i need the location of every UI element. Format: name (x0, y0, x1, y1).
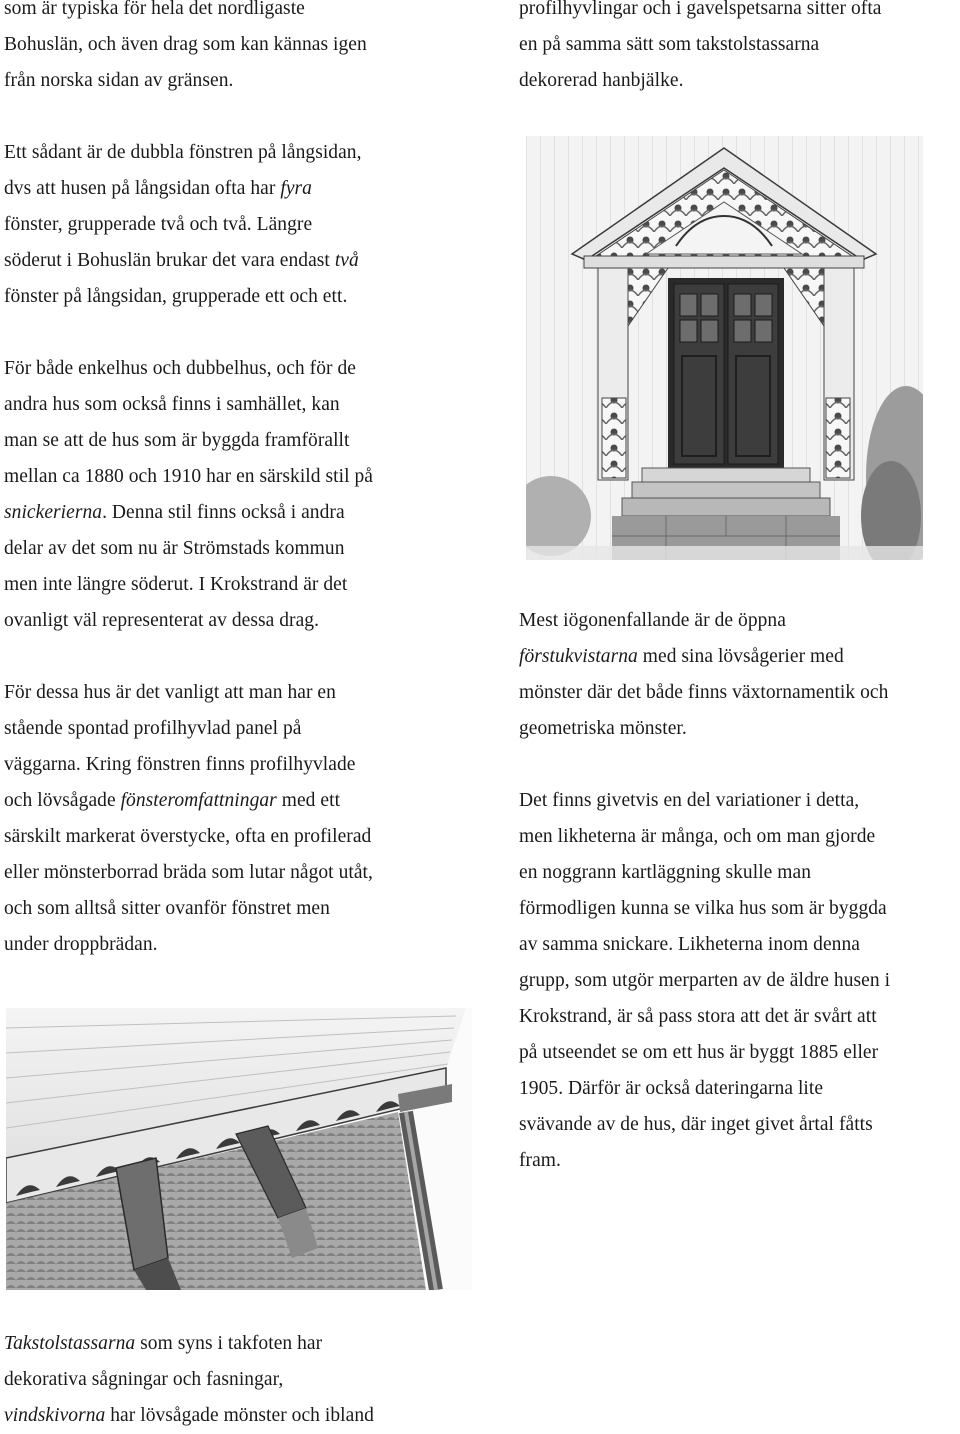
text-line: Bohuslän, och även drag som kan kännas igen (4, 34, 367, 55)
text-line: fönster, grupperade två och två. Längre (4, 214, 313, 235)
paragraph-variations (519, 783, 890, 1179)
text-line: 1905. Därför är också dateringarna lite (519, 1078, 824, 1099)
emphasis-snickerierna: snickerierna (4, 502, 103, 523)
text-line: För dessa hus är det vanligt att man har en (4, 682, 336, 703)
paragraph-carpentry-style (4, 351, 373, 639)
text-line: från norska sidan av gränsen. (4, 70, 234, 91)
text-line: en på samma sätt som takstolstassarna (519, 34, 820, 55)
text-segment: har lövsågade mönster och ibland (105, 1405, 374, 1426)
text-line: av samma snickare. Likheterna inom denna (519, 934, 860, 955)
text-line: andra hus som också finns i samhället, kan (4, 394, 340, 415)
text-segment: med ett (276, 790, 341, 811)
text-segment: söderut i Bohuslän brukar det vara endast (4, 250, 335, 271)
text-line: delar av det som nu är Strömstads kommun (4, 538, 345, 559)
text-segment: som syns i takfoten har (135, 1333, 323, 1354)
text-line: och som alltså sitter ovanför fönstret men (4, 898, 330, 919)
text-line: på utseendet se om ett hus är byggt 1885 eller (519, 1042, 879, 1063)
eaves-photo (6, 1008, 472, 1290)
text-line: fram. (519, 1150, 561, 1171)
paragraph-wall-panel (4, 675, 373, 963)
emphasis-forstukvistarna: förstukvistarna (519, 646, 638, 667)
text-line: men inte längre söderut. I Krokstrand är det (4, 574, 348, 595)
text-line: mellan ca 1880 och 1910 har en särskild stil på (4, 466, 373, 487)
text-segment: . Denna stil finns också i andra (102, 502, 345, 523)
text-line: en noggrann kartläggning skulle man (519, 862, 812, 883)
text-line: väggarna. Kring fönstren finns profilhyvlade (4, 754, 356, 775)
text-line: Ett sådant är de dubbla fönstren på långsidan, (4, 142, 362, 163)
text-line: eller mönsterborrad bräda som lutar något utåt, (4, 862, 373, 883)
text-line (519, 639, 888, 675)
paragraph-double-windows (4, 135, 362, 315)
text-segment: och lövsågade (4, 790, 121, 811)
text-line: grupp, som utgör merparten av de äldre husen i (519, 970, 891, 991)
text-line: man se att de hus som är byggda framförallt (4, 430, 350, 451)
text-line: Mest iögonenfallande är de öppna (519, 610, 786, 631)
text-line: fönster på långsidan, grupperade ett och ett. (4, 286, 348, 307)
text-line (4, 1398, 374, 1434)
text-line: dekorerad hanbjälke. (519, 70, 684, 91)
text-line: dekorativa sågningar och fasningar, (4, 1369, 284, 1390)
emphasis-takstolstassarna: Takstolstassarna (4, 1333, 136, 1354)
text-line: som är typiska för hela det nordligaste (4, 0, 305, 19)
text-line: För både enkelhus och dubbelhus, och för de (4, 358, 356, 379)
text-line: stående spontad profilhyvlad panel på (4, 718, 302, 739)
porch-photo (526, 136, 923, 560)
text-line: men likheterna är många, och om man gjorde (519, 826, 876, 847)
text-line: ovanligt väl representerat av dessa drag. (4, 610, 320, 631)
text-segment: med sina lövsågerier med (637, 646, 844, 667)
text-line (4, 1326, 374, 1362)
text-line: förmodligen kunna se vilka hus som är byggda (519, 898, 887, 919)
text-line (4, 243, 362, 279)
emphasis-tva: två (334, 250, 359, 271)
text-segment: dvs att husen på långsidan ofta har (4, 178, 281, 199)
emphasis-fyra: fyra (280, 178, 312, 199)
text-line (4, 495, 373, 531)
paragraph-porches (519, 603, 888, 747)
paragraph-intro-right (519, 0, 882, 99)
text-line: geometriska mönster. (519, 718, 687, 739)
paragraph-rafters (4, 1326, 374, 1434)
text-line (4, 171, 362, 207)
paragraph-intro-left (4, 0, 367, 99)
text-line (4, 783, 373, 819)
text-line: svävande av de hus, där inget givet årtal fåtts (519, 1114, 873, 1135)
text-line: profilhyvlingar och i gavelspetsarna sitter ofta (519, 0, 882, 19)
emphasis-fonsteromfattningar: fönsteromfattningar (120, 790, 277, 811)
text-line: Krokstrand, är så pass stora att det är svårt att (519, 1006, 877, 1027)
text-line: särskilt markerat överstycke, ofta en profilerad (4, 826, 372, 847)
text-line: under droppbrädan. (4, 934, 158, 955)
text-line: Det finns givetvis en del variationer i detta, (519, 790, 860, 811)
emphasis-vindskivorna: vindskivorna (4, 1405, 106, 1426)
text-line: mönster där det både finns växtornamentik och (519, 682, 889, 703)
